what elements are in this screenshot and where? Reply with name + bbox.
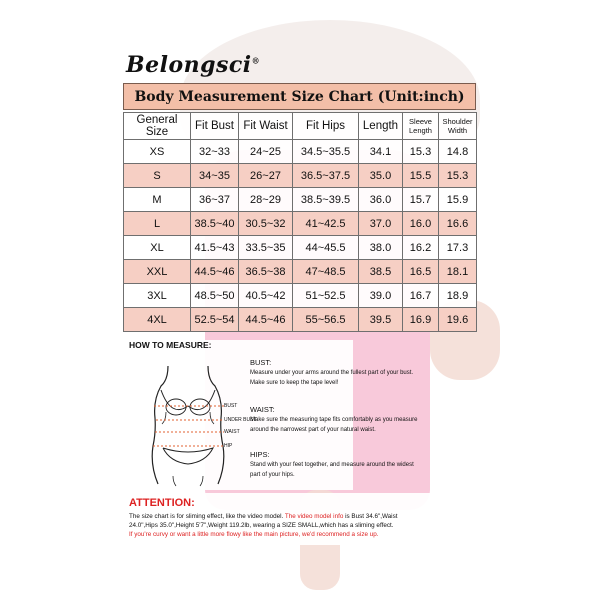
header-fit-waist: Fit Waist [239, 113, 293, 140]
cell-hips: 38.5~39.5 [293, 188, 359, 212]
cell-size: L [124, 212, 191, 236]
hips-heading: HIPS: [250, 450, 270, 459]
hips-line-2: part of your hips. [250, 472, 295, 478]
cell-sleeve: 16.9 [403, 308, 439, 332]
cell-hips: 36.5~37.5 [293, 164, 359, 188]
header-fit-hips: Fit Hips [293, 113, 359, 140]
cell-hips: 34.5~35.5 [293, 140, 359, 164]
attention-title: ATTENTION: [129, 497, 195, 509]
cell-shoulder: 15.3 [439, 164, 477, 188]
cell-waist: 44.5~46 [239, 308, 293, 332]
cell-bust: 36~37 [191, 188, 239, 212]
cell-length: 35.0 [359, 164, 403, 188]
table-row [124, 236, 477, 260]
cell-sleeve: 16.7 [403, 284, 439, 308]
bust-line-1: Measure under your arms around the fullest part of your bust. [250, 370, 414, 376]
waist-line-2: around the narrowest part of your natural waist. [250, 427, 376, 433]
cell-shoulder: 18.9 [439, 284, 477, 308]
cell-waist: 40.5~42 [239, 284, 293, 308]
cell-size: XXL [124, 260, 191, 284]
header-sleeve-length: Sleeve Length [403, 113, 439, 140]
waist-instructions [250, 405, 465, 435]
cell-sleeve: 15.7 [403, 188, 439, 212]
table-row [124, 260, 477, 284]
bust-instructions [250, 358, 465, 388]
header-shoulder-width: Shoulder Width [439, 113, 477, 140]
table-row [124, 164, 477, 188]
label-under-bust: UNDER BUST [224, 417, 257, 423]
cell-sleeve: 16.2 [403, 236, 439, 260]
cell-length: 38.0 [359, 236, 403, 260]
body-measure-figure-icon [128, 360, 248, 490]
cell-sleeve: 16.0 [403, 212, 439, 236]
waist-line-1: Make sure the measuring tape fits comfortably as you measure [250, 417, 418, 423]
cell-waist: 28~29 [239, 188, 293, 212]
cell-sleeve: 16.5 [403, 260, 439, 284]
cell-size: XL [124, 236, 191, 260]
cell-hips: 51~52.5 [293, 284, 359, 308]
cell-sleeve: 15.3 [403, 140, 439, 164]
cell-length: 36.0 [359, 188, 403, 212]
attention-line-3: If you're curvy or want a little more flowy like the main picture, we'd recommend a size up. [129, 531, 379, 538]
cell-waist: 30.5~32 [239, 212, 293, 236]
cell-size: M [124, 188, 191, 212]
table-row [124, 284, 477, 308]
cell-bust: 44.5~46 [191, 260, 239, 284]
cell-length: 34.1 [359, 140, 403, 164]
cell-length: 37.0 [359, 212, 403, 236]
label-waist: WAIST [224, 429, 240, 435]
header-general-size: General Size [124, 113, 191, 140]
table-row [124, 308, 477, 332]
header-length: Length [359, 113, 403, 140]
cell-length: 39.5 [359, 308, 403, 332]
size-chart-title: Body Measurement Size Chart (Unit:inch) [123, 83, 476, 110]
cell-shoulder: 18.1 [439, 260, 477, 284]
cell-bust: 38.5~40 [191, 212, 239, 236]
table-row [124, 188, 477, 212]
header-fit-bust: Fit Bust [191, 113, 239, 140]
cell-size: 4XL [124, 308, 191, 332]
table-row [124, 212, 477, 236]
cell-bust: 32~33 [191, 140, 239, 164]
bust-heading: BUST: [250, 358, 272, 367]
cell-size: S [124, 164, 191, 188]
hips-instructions [250, 450, 465, 480]
size-chart-table [123, 112, 477, 332]
cell-bust: 34~35 [191, 164, 239, 188]
cell-shoulder: 17.3 [439, 236, 477, 260]
waist-heading: WAIST: [250, 405, 275, 414]
cell-waist: 24~25 [239, 140, 293, 164]
cell-length: 38.5 [359, 260, 403, 284]
cell-sleeve: 15.5 [403, 164, 439, 188]
table-header-row [124, 113, 477, 140]
cell-waist: 33.5~35 [239, 236, 293, 260]
bust-line-2: Make sure to keep the tape level! [250, 380, 339, 386]
cell-size: XS [124, 140, 191, 164]
cell-bust: 41.5~43 [191, 236, 239, 260]
cell-hips: 47~48.5 [293, 260, 359, 284]
label-bust: BUST [224, 403, 238, 409]
cell-waist: 26~27 [239, 164, 293, 188]
hips-line-1: Stand with your feet together, and measure around the widest [250, 462, 414, 468]
cell-shoulder: 19.6 [439, 308, 477, 332]
cell-hips: 55~56.5 [293, 308, 359, 332]
label-hip: HIP [224, 443, 233, 449]
cell-bust: 48.5~50 [191, 284, 239, 308]
cell-size: 3XL [124, 284, 191, 308]
table-row [124, 140, 477, 164]
cell-length: 39.0 [359, 284, 403, 308]
brand-logo: Belongsci® [126, 52, 261, 78]
cell-bust: 52.5~54 [191, 308, 239, 332]
how-to-measure-title: HOW TO MEASURE: [129, 340, 212, 350]
cell-hips: 41~42.5 [293, 212, 359, 236]
attention-line-1: The size chart is for sliming effect, like the video model. The video model info is Bust 34.6",Waist [129, 513, 398, 520]
cell-shoulder: 15.9 [439, 188, 477, 212]
cell-hips: 44~45.5 [293, 236, 359, 260]
cell-shoulder: 14.8 [439, 140, 477, 164]
cell-shoulder: 16.6 [439, 212, 477, 236]
cell-waist: 36.5~38 [239, 260, 293, 284]
attention-line-2: 24.0",Hips 35.0",Height 5'7",Weight 119.2lb, wearing a SIZE SMALL,which has a sliming effect. [129, 522, 394, 529]
